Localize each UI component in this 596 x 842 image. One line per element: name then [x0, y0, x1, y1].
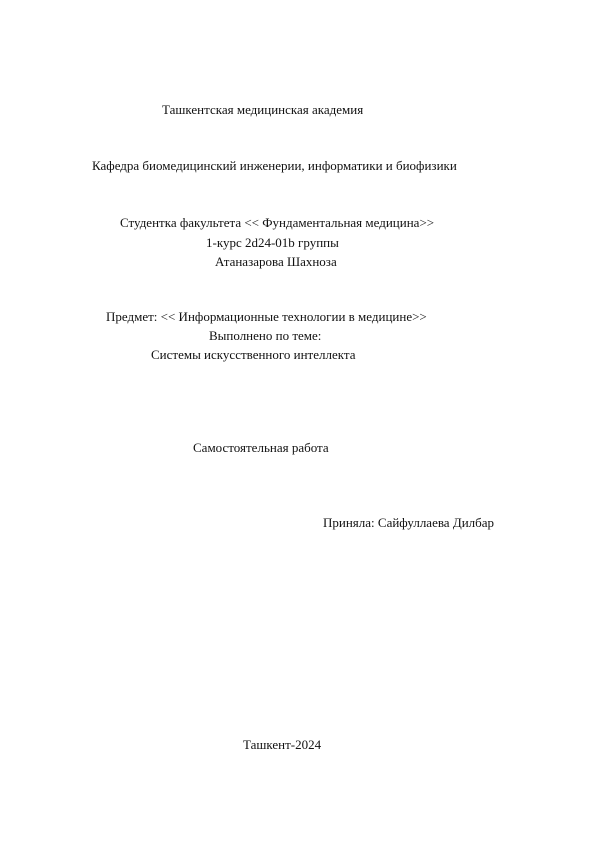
- course-group-line: 1-курс 2d24-01b группы: [206, 235, 339, 250]
- student-name: Атаназарова Шахноза: [215, 254, 337, 269]
- student-faculty-line: Студентка факультета << Фундаментальная медицина>>: [120, 215, 435, 230]
- subject-line: Предмет: << Информационные технологии в медицине>>: [106, 309, 427, 324]
- topic-title: Системы искусственного интеллекта: [151, 347, 356, 362]
- academy-name: Ташкентская медицинская академия: [162, 102, 364, 117]
- done-label: Выполнено по теме:: [209, 328, 322, 343]
- accepted-by: Приняла: Сайфуллаева Дилбар: [323, 515, 495, 530]
- work-type: Самостоятельная работа: [193, 440, 329, 455]
- department-name: Кафедра биомедицинский инженерии, информатики и биофизики: [92, 158, 457, 173]
- city-year: Ташкент-2024: [243, 737, 322, 752]
